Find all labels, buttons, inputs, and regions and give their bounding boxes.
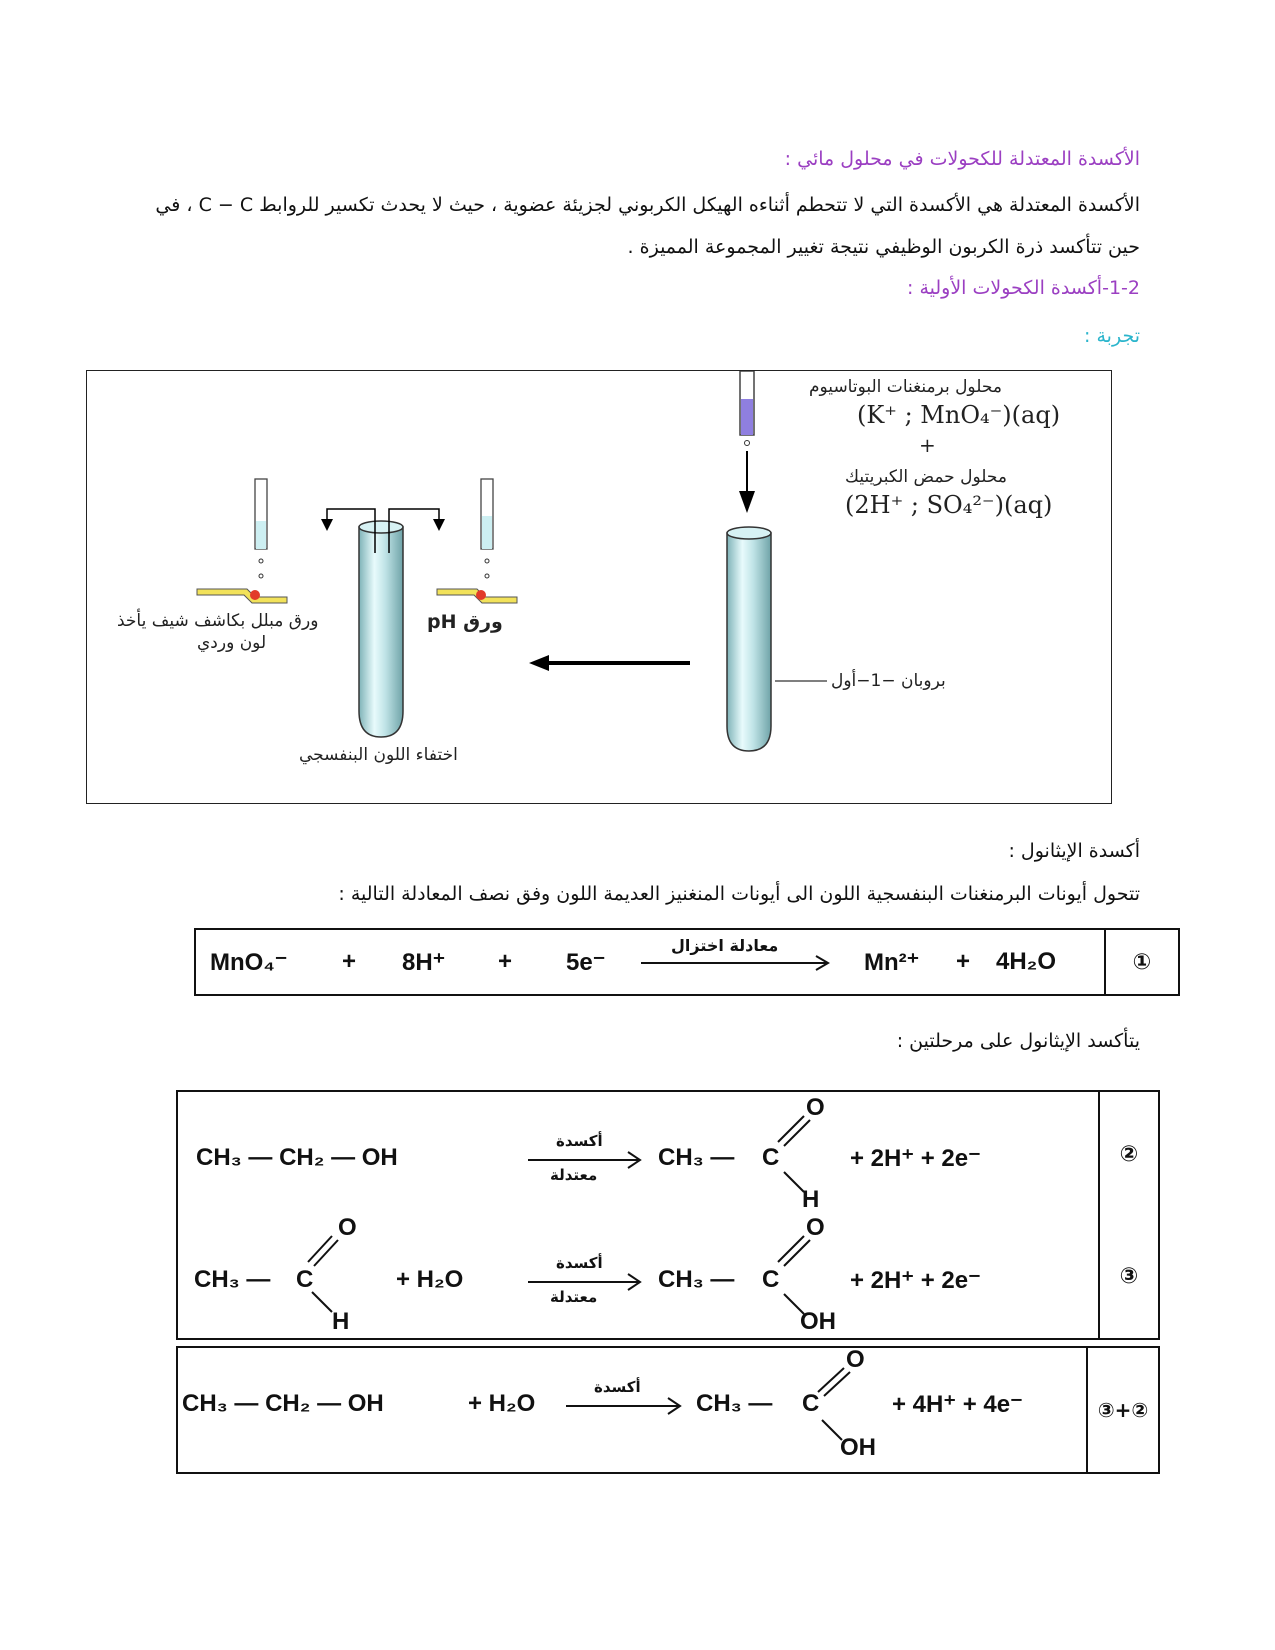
eq1-arrow-label: معادلة اختزال (671, 936, 779, 955)
sulfuric-label: محلول حمض الكبريتيك (845, 467, 1007, 487)
transfer-arrow (529, 655, 690, 671)
eq2-ethanol: CH₃ — CH₂ — OH (196, 1144, 398, 1171)
sulfuric-formula: (2H⁺ ; SO₄²⁻)(aq) (845, 491, 1053, 519)
eq3-ch3-product: CH₃ — (658, 1266, 735, 1293)
eq1-8h: 8H⁺ (402, 949, 446, 976)
diagram-drawing (87, 371, 1111, 803)
eq1-4h2o: 4H₂O (996, 948, 1057, 975)
eq2-carbon: C (762, 1144, 780, 1171)
disappearance-label: اختفاء اللون البنفسجي (299, 745, 458, 765)
eq4-hydroxyl: OH (840, 1434, 876, 1461)
permanganate-label: محلول برمنغنات البوتاسيوم (809, 377, 1002, 397)
eq1-plus-3: + (956, 948, 971, 975)
section-title: 1-2-أكسدة الكحولات الأولية : (907, 277, 1140, 299)
equation-1-box (194, 928, 1180, 996)
eq3-arrow-bottom: معتدلة (550, 1288, 598, 1306)
left-dropper (197, 479, 287, 603)
eq3-carbon: C (296, 1266, 314, 1293)
right-dropper (739, 371, 755, 513)
equation-2-box (176, 1090, 1160, 1217)
eq4-arrow-top: أكسدة (594, 1378, 641, 1396)
ph-paper-label: ورق pH (427, 611, 503, 633)
eq2-hydrogen: H (802, 1186, 820, 1213)
two-stages-text: يتأكسد الإيثانول على مرحلتين : (896, 1030, 1140, 1052)
eq3-ch3: CH₃ — (194, 1266, 271, 1293)
main-heading: الأكسدة المعتدلة للكحولات في محلول مائي : (784, 148, 1140, 170)
equation-1-number: ① (1104, 930, 1178, 994)
eq2-arrow-bottom: معتدلة (550, 1166, 598, 1184)
eq3-hydroxyl: OH (800, 1308, 836, 1335)
eq4-ethanol: CH₃ — CH₂ — OH (182, 1390, 384, 1417)
eq1-plus-1: + (342, 948, 357, 975)
ethanol-description: تتحول أيونات البرمنغنات البنفسجية اللون الى أيونات المنغنيز العديمة اللون وفق نصف المعادلة التالية : (338, 883, 1140, 905)
schiff-paper-label-2: لون وردي (197, 633, 267, 653)
diagram-plus: + (919, 433, 936, 457)
ph-dropper (437, 479, 517, 603)
eq3-water: + H₂O (396, 1266, 464, 1293)
eq3-oxygen: O (338, 1214, 357, 1241)
equation-2-number: ② (1098, 1092, 1158, 1216)
eq2-oxygen: O (806, 1094, 825, 1121)
propanol-label: بروبان −1−أول (831, 671, 946, 691)
eq1-mn: Mn²⁺ (864, 949, 920, 976)
eq3-products: + 2H⁺ + 2e⁻ (850, 1267, 981, 1294)
eq3-oxygen-product: O (806, 1214, 825, 1241)
eq2-ch3: CH₃ — (658, 1144, 735, 1171)
eq4-products: + 4H⁺ + 4e⁻ (892, 1391, 1023, 1418)
equation-3-box (176, 1214, 1160, 1340)
eq3-arrow-top: أكسدة (556, 1254, 603, 1272)
eq3-carbon-product: C (762, 1266, 780, 1293)
eq4-water: + H₂O (468, 1390, 536, 1417)
experiment-diagram (86, 370, 1112, 804)
permanganate-formula: (K⁺ ; MnO₄⁻)(aq) (857, 401, 1061, 429)
paragraph-line-1: الأكسدة المعتدلة هي الأكسدة التي لا تتحطم أثناءه الهيكل الكربوني لجزيئة عضوية ، حيث لا يحدث تكسير للروابط C − C ، في (155, 194, 1140, 216)
eq3-hydrogen: H (332, 1308, 350, 1335)
schiff-paper-label: ورق مبلل بكاشف شيف يأخذ (117, 611, 319, 631)
eq1-plus-2: + (498, 948, 513, 975)
right-test-tube (727, 527, 827, 751)
ethanol-oxidation-title: أكسدة الإيثانول : (1008, 840, 1140, 862)
equation-3-number: ③ (1098, 1214, 1158, 1338)
eq4-oxygen: O (846, 1346, 865, 1373)
eq2-arrow-top: أكسدة (556, 1132, 603, 1150)
equation-4-box (176, 1346, 1160, 1474)
eq1-mno4: MnO₄⁻ (210, 949, 288, 976)
eq4-ch3: CH₃ — (696, 1390, 773, 1417)
experiment-label: تجربة : (1084, 325, 1140, 347)
eq1-5e: 5e⁻ (566, 949, 606, 976)
paragraph-line-2: حين تتأكسد ذرة الكربون الوظيفي نتيجة تغيير المجموعة المميزة . (627, 236, 1140, 258)
equation-4-number: ③+② (1086, 1348, 1158, 1472)
eq4-carbon: C (802, 1390, 820, 1417)
eq2-products: + 2H⁺ + 2e⁻ (850, 1145, 981, 1172)
